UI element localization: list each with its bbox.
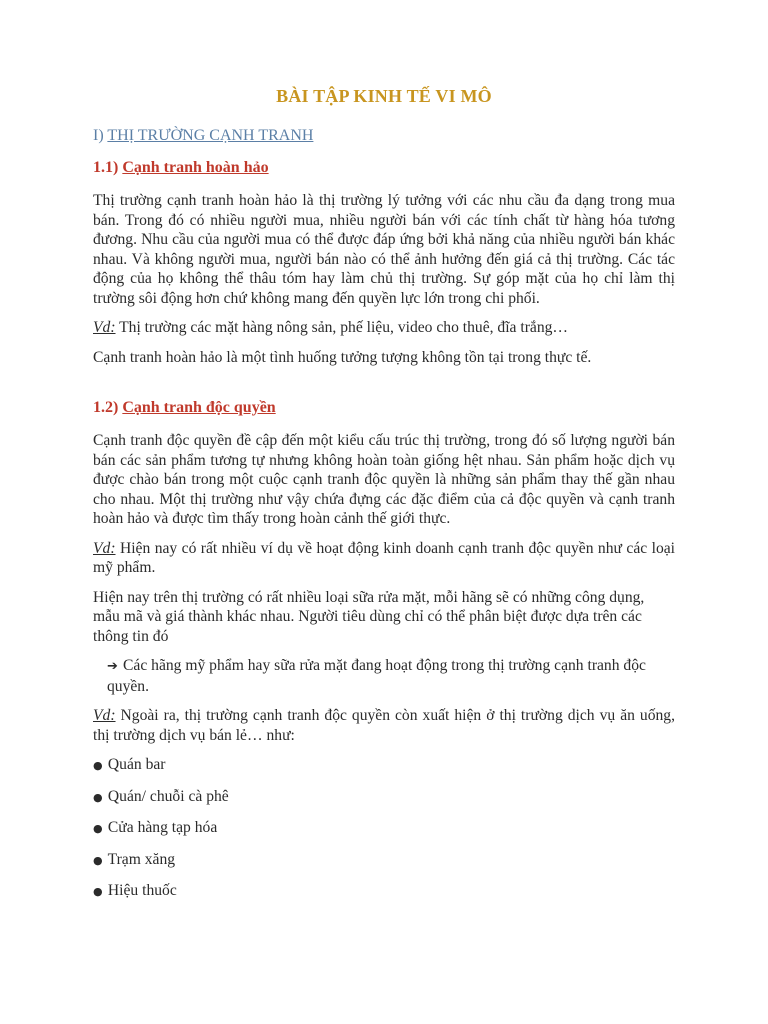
example-paragraph — [93, 706, 675, 745]
list-item — [93, 787, 675, 808]
subsection-number: 1.1) — [93, 159, 119, 176]
arrow-right-icon: ➔ — [107, 659, 118, 674]
subsection-heading-2 — [93, 399, 675, 417]
bullet-icon: ● — [93, 885, 103, 898]
example-label: Vd: — [93, 707, 116, 724]
subsection-heading-1 — [93, 159, 675, 177]
subsection-number: 1.2) — [93, 399, 119, 416]
section-number: I) — [93, 127, 104, 144]
list-item-text: Hiệu thuốc — [107, 882, 177, 899]
bullet-icon: ● — [93, 790, 103, 804]
conclusion-text: Các hãng mỹ phẩm hay sữa rửa mặt đang hoạt động trong thị trường cạnh tranh độc quyền. — [107, 657, 646, 695]
bullet-icon: ● — [93, 853, 103, 867]
example-paragraph — [93, 318, 675, 338]
conclusion-line — [93, 656, 675, 696]
subsection-title: Cạnh tranh độc quyền — [122, 399, 276, 416]
list-item-text: Quán/ chuỗi cà phê — [107, 787, 229, 805]
section-title: THỊ TRƯỜNG CẠNH TRANH — [107, 127, 314, 144]
bullet-icon: ● — [93, 759, 103, 772]
list-item-text: Trạm xăng — [107, 850, 176, 868]
bullet-list — [93, 755, 675, 902]
subsection-title: Cạnh tranh hoàn hảo — [122, 159, 269, 176]
bullet-icon: ● — [93, 822, 103, 835]
example-text: Ngoài ra, thị trường cạnh tranh độc quyền còn xuất hiện ở thị trường dịch vụ ăn uống, thị trường dịch vụ bán lẻ… như: — [93, 707, 675, 744]
paragraph: Cạnh tranh độc quyền đề cập đến một kiểu cấu trúc thị trường, trong đó số lượng người bán bán các sản phẩm tương tự nhưng không hoàn toàn giống hệt nhau. Sản phẩm hoặc dịch vụ được chào bán trong một cuộc cạnh tranh độc quyền là những sản phẩm thay thế gần nhau cho nhau. Một thị trường như vậy chứa đựng các đặc điểm của cả độc quyền và cạnh tranh hoàn hảo và được tìm thấy trong hoàn cảnh thế giới thực. — [93, 432, 675, 527]
paragraph: Hiện nay trên thị trường có rất nhiều loại sữa rửa mặt, mỗi hãng sẽ có những công dụng, mẫu mã và giá thành khác nhau. Người tiêu dùng chỉ có thể phân biệt được dựa trên các thông tin đó — [93, 588, 645, 645]
example-label: Vd: — [93, 539, 116, 557]
spacer — [93, 377, 675, 399]
list-item-text: Quán bar — [107, 756, 166, 773]
example-paragraph — [93, 539, 675, 578]
paragraph: Cạnh tranh hoàn hảo là một tình huống tưởng tượng không tồn tại trong thực tế. — [93, 348, 592, 366]
example-text: Hiện nay có rất nhiều ví dụ về hoạt động kinh doanh cạnh tranh độc quyền như các loại mỹ phẩm. — [93, 539, 675, 576]
list-item — [93, 818, 675, 839]
section-heading — [93, 127, 675, 145]
list-item — [93, 755, 675, 776]
example-label: Vd: — [93, 319, 116, 336]
list-item — [93, 850, 675, 871]
document-title: BÀI TẬP KINH TẾ VI MÔ — [276, 86, 492, 106]
list-item — [93, 881, 675, 902]
paragraph: Thị trường cạnh tranh hoàn hảo là thị trường lý tưởng với các nhu cầu đa dạng trong mua bán. Trong đó có nhiều người mua, nhiều người bán với các tính chất từ hàng hóa tương đương. Nhu cầu của người mua có thể được đáp ứng bởi khả năng của nhiều người bán khác nhau. Và không người mua, người bán nào có thể ảnh hưởng đến giá cả thị trường. Các tác động của họ không thể thâu tóm hay làm chủ thị trường. Sự góp mặt của họ chỉ làm thị trường sôi động hơn chứ không mang đến quyền lực lớn trong chi phối. — [93, 192, 675, 307]
document-page — [93, 86, 675, 913]
list-item-text: Cửa hàng tạp hóa — [107, 819, 218, 836]
example-text: Thị trường các mặt hàng nông sản, phế liệu, video cho thuê, đĩa trắng… — [115, 319, 569, 336]
